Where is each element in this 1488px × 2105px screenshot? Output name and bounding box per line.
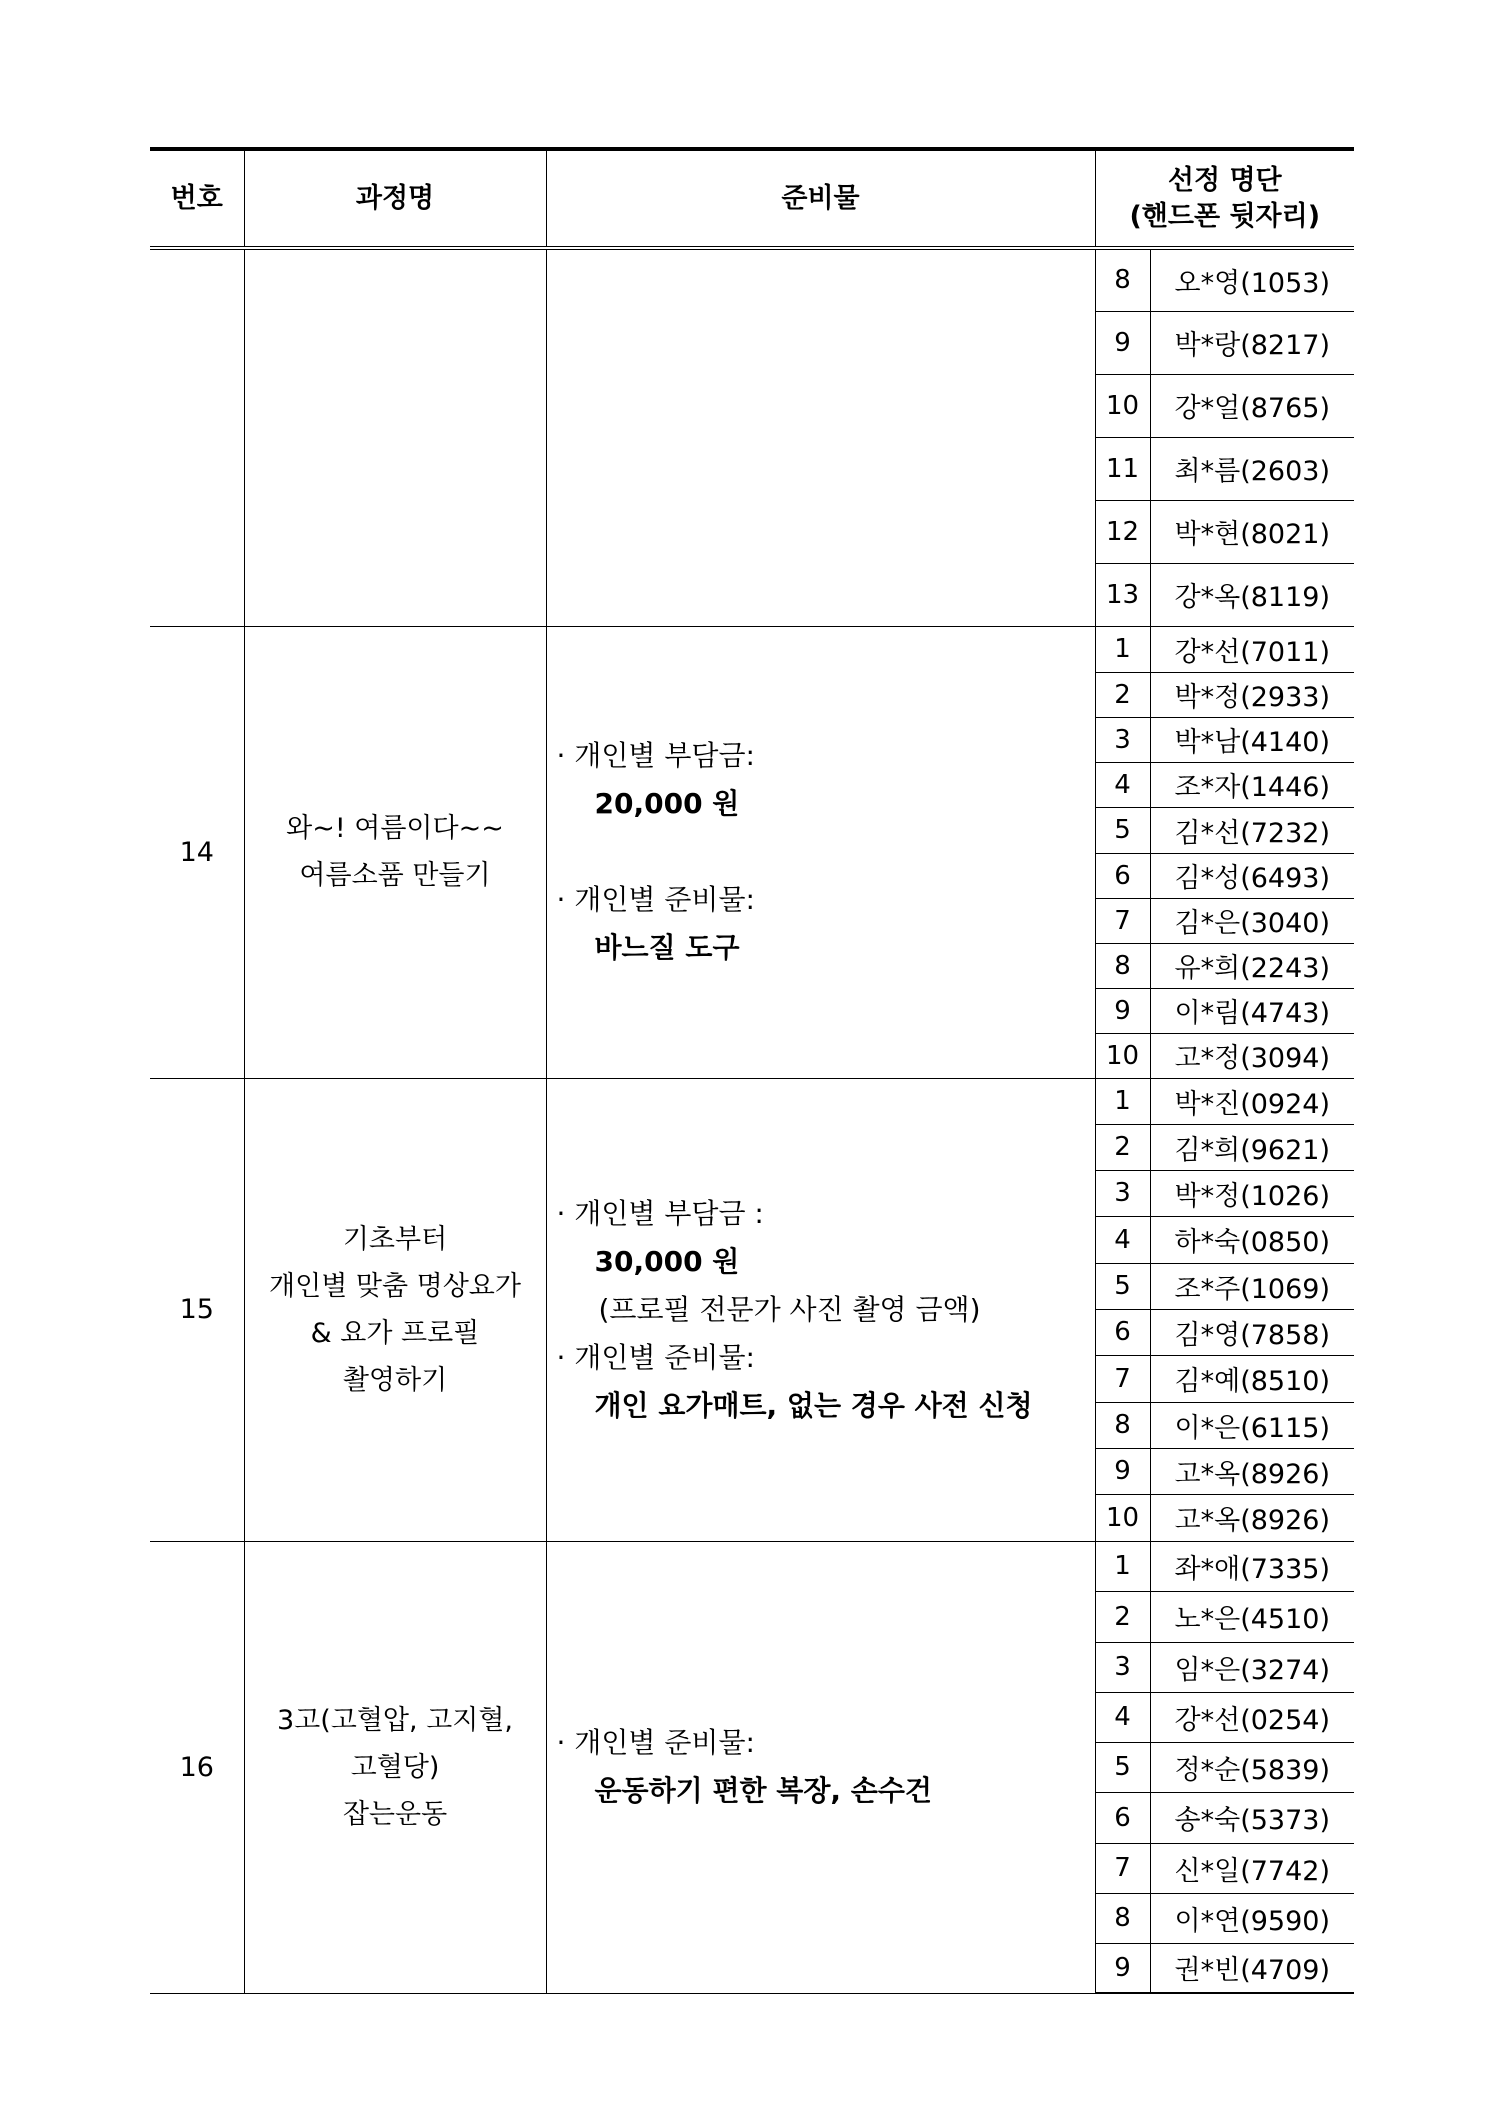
course-name-line: 여름소품 만들기 — [299, 860, 491, 891]
person-name: 고*옥(8926) — [1150, 1448, 1354, 1494]
supplies-label: · 개인별 부담금: — [556, 739, 755, 772]
person-name: 강*옥(8119) — [1150, 563, 1354, 626]
person-index: 7 — [1095, 1843, 1150, 1893]
supplies-value: 개인 요가매트, 없는 경우 사전 신청 — [594, 1388, 1033, 1422]
person-index: 3 — [1095, 1642, 1150, 1692]
person-index: 2 — [1095, 1591, 1150, 1642]
person-name: 김*영(7858) — [1150, 1309, 1354, 1355]
person-index: 8 — [1095, 943, 1150, 988]
person-name: 하*숙(0850) — [1150, 1216, 1354, 1263]
course-name-line: 잡는운동 — [342, 1798, 448, 1830]
supplies-label: · 개인별 부담금 : — [556, 1196, 764, 1230]
table-body — [150, 248, 1354, 1993]
person-name: 김*희(9621) — [1150, 1124, 1354, 1170]
supplies-spacer — [557, 828, 1095, 876]
supplies-cell — [546, 1541, 1095, 1993]
person-index: 9 — [1095, 311, 1150, 374]
supplies-label: · 개인별 준비물: — [556, 1726, 755, 1759]
table-row — [150, 248, 1354, 311]
person-index: 7 — [1095, 1355, 1150, 1402]
course-name-cell — [244, 1078, 546, 1541]
person-index: 2 — [1095, 1124, 1150, 1170]
person-index: 10 — [1095, 1033, 1150, 1078]
supplies-label: · 개인별 준비물: — [556, 1340, 755, 1374]
course-name-line: 3고(고혈압, 고지혈, — [276, 1704, 514, 1736]
person-index: 5 — [1095, 1263, 1150, 1309]
course-name-line: 개인별 맞춤 명상요가 — [269, 1270, 521, 1302]
person-index: 8 — [1095, 1402, 1150, 1448]
person-name: 박*진(0924) — [1150, 1078, 1354, 1124]
supplies-cell — [546, 626, 1095, 1078]
person-name: 조*자(1446) — [1150, 762, 1354, 807]
person-name: 이*연(9590) — [1150, 1893, 1354, 1943]
person-index: 10 — [1095, 374, 1150, 437]
supplies-cell — [546, 248, 1095, 626]
person-name: 임*은(3274) — [1150, 1642, 1354, 1692]
person-name: 오*영(1053) — [1150, 248, 1354, 311]
course-number-cell: 14 — [150, 626, 244, 1078]
person-index: 8 — [1095, 248, 1150, 311]
person-index: 8 — [1095, 1893, 1150, 1943]
supplies-label: · 개인별 준비물: — [556, 883, 755, 916]
person-name: 송*숙(5373) — [1150, 1792, 1354, 1843]
course-number-cell — [150, 248, 244, 626]
person-index: 6 — [1095, 853, 1150, 898]
person-index: 11 — [1095, 437, 1150, 500]
person-index: 4 — [1095, 1692, 1150, 1742]
person-name: 이*림(4743) — [1150, 988, 1354, 1033]
header-selected-line2: (핸드폰 뒷자리) — [1129, 200, 1321, 232]
person-index: 1 — [1095, 1541, 1150, 1591]
course-name-line: & 요가 프로필 — [310, 1317, 480, 1349]
person-name: 박*정(2933) — [1150, 672, 1354, 717]
person-index: 9 — [1095, 1448, 1150, 1494]
person-name: 강*얼(8765) — [1150, 374, 1354, 437]
person-index: 5 — [1095, 1742, 1150, 1792]
supplies-value: 30,000 원 — [594, 1244, 740, 1278]
person-name: 고*옥(8926) — [1150, 1494, 1354, 1541]
course-name-cell — [244, 1541, 546, 1993]
person-index: 5 — [1095, 807, 1150, 853]
person-index: 9 — [1095, 988, 1150, 1033]
supplies-value: 운동하기 편한 복장, 손수건 — [594, 1774, 932, 1807]
supplies-note: (프로필 전문가 사진 촬영 금액) — [598, 1292, 981, 1326]
supplies-cell — [546, 1078, 1095, 1541]
person-name: 김*예(8510) — [1150, 1355, 1354, 1402]
person-name: 박*현(8021) — [1150, 500, 1354, 563]
person-index: 3 — [1095, 1170, 1150, 1216]
person-index: 12 — [1095, 500, 1150, 563]
person-index: 6 — [1095, 1309, 1150, 1355]
person-name: 좌*애(7335) — [1150, 1541, 1354, 1591]
course-name-line: 촬영하기 — [342, 1364, 448, 1396]
supplies-value: 바느질 도구 — [594, 931, 740, 964]
header-selected-list — [1095, 149, 1354, 248]
person-index: 4 — [1095, 762, 1150, 807]
course-number-cell: 15 — [150, 1078, 244, 1541]
course-name-line: 고혈당) — [350, 1751, 440, 1783]
person-name: 김*은(3040) — [1150, 898, 1354, 943]
person-index: 13 — [1095, 563, 1150, 626]
person-name: 조*주(1069) — [1150, 1263, 1354, 1309]
person-name: 강*선(0254) — [1150, 1692, 1354, 1742]
header-course: 과정명 — [244, 149, 546, 248]
person-index: 2 — [1095, 672, 1150, 717]
person-name: 김*성(6493) — [1150, 853, 1354, 898]
person-name: 정*순(5839) — [1150, 1742, 1354, 1792]
table-row — [150, 1541, 1354, 1591]
header-number: 번호 — [150, 149, 244, 248]
supplies-value: 20,000 원 — [594, 787, 740, 820]
person-name: 김*선(7232) — [1150, 807, 1354, 853]
person-index: 9 — [1095, 1943, 1150, 1993]
person-name: 신*일(7742) — [1150, 1843, 1354, 1893]
header-supplies: 준비물 — [546, 149, 1095, 248]
person-name: 박*정(1026) — [1150, 1170, 1354, 1216]
table-row — [150, 626, 1354, 672]
person-name: 강*선(7011) — [1150, 626, 1354, 672]
person-name: 박*남(4140) — [1150, 717, 1354, 762]
person-index: 6 — [1095, 1792, 1150, 1843]
person-index: 3 — [1095, 717, 1150, 762]
person-index: 1 — [1095, 1078, 1150, 1124]
person-index: 7 — [1095, 898, 1150, 943]
person-name: 유*희(2243) — [1150, 943, 1354, 988]
table-row — [150, 1078, 1354, 1124]
person-name: 박*랑(8217) — [1150, 311, 1354, 374]
course-name-cell — [244, 248, 546, 626]
header-selected-line1: 선정 명단 — [1167, 165, 1282, 197]
person-index: 10 — [1095, 1494, 1150, 1541]
course-name-line: 기초부터 — [342, 1223, 448, 1255]
person-name: 이*은(6115) — [1150, 1402, 1354, 1448]
person-index: 1 — [1095, 626, 1150, 672]
selection-table — [150, 147, 1354, 1994]
header-row — [150, 149, 1354, 248]
person-name: 고*정(3094) — [1150, 1033, 1354, 1078]
person-name: 최*름(2603) — [1150, 437, 1354, 500]
course-name-line: 와~! 여름이다~~ — [286, 813, 504, 844]
person-index: 4 — [1095, 1216, 1150, 1263]
person-name: 권*빈(4709) — [1150, 1943, 1354, 1993]
course-number-cell: 16 — [150, 1541, 244, 1993]
person-name: 노*은(4510) — [1150, 1591, 1354, 1642]
course-name-cell — [244, 626, 546, 1078]
